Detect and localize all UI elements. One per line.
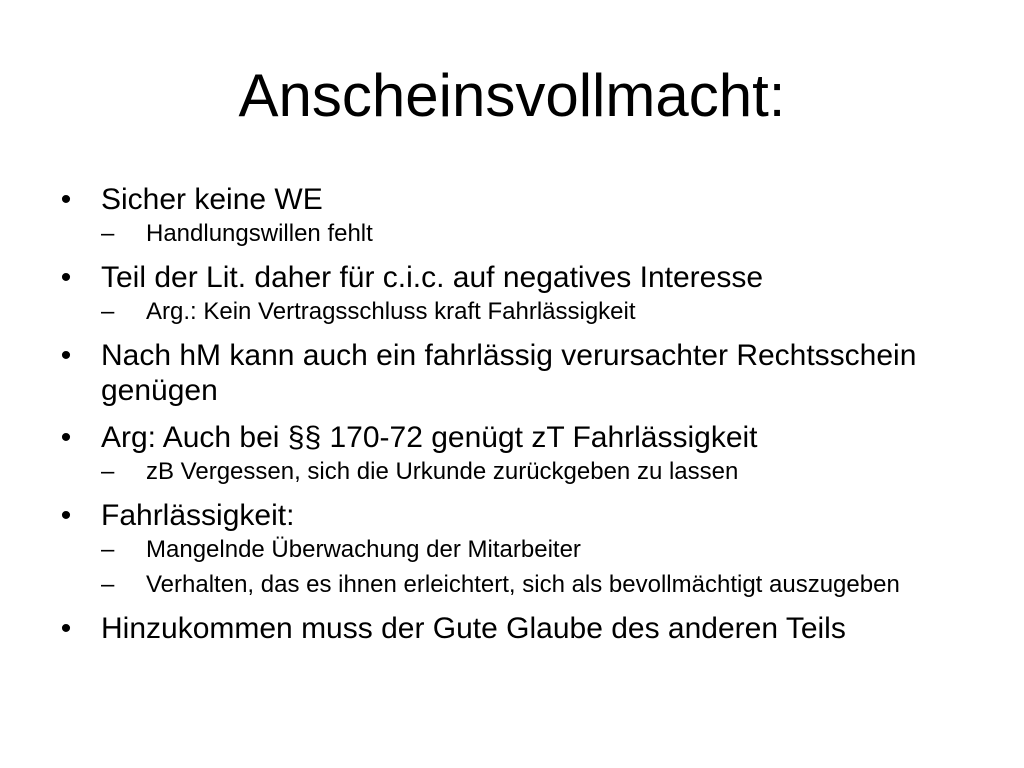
sub-bullet-list (101, 297, 986, 326)
bullet-text: Sicher keine WE (101, 183, 323, 216)
bullet-marker: • (60, 183, 72, 216)
bullet-item (56, 260, 986, 326)
bullet-item (56, 338, 986, 408)
slide-title: Anscheinsvollmacht: (238, 62, 786, 129)
bullet-text: Teil der Lit. daher für c.i.c. auf negatives Interesse (101, 261, 764, 294)
sub-bullet-item (101, 457, 986, 486)
dash-marker: – (101, 536, 115, 563)
sub-bullet-item (101, 570, 986, 599)
bullet-marker: • (60, 421, 72, 454)
sub-bullet-text: Verhalten, das es ihnen erleichtert, sich als bevollmächtigt auszugeben (146, 571, 900, 598)
sub-bullet-list (101, 219, 986, 248)
sub-bullet-text: zB Vergessen, sich die Urkunde zurückgeben zu lassen (146, 458, 739, 485)
bullet-item (56, 182, 986, 248)
bullet-item (56, 611, 986, 646)
sub-bullet-text: Arg.: Kein Vertragsschluss kraft Fahrlässigkeit (146, 298, 636, 325)
bullet-text: Arg: Auch bei §§ 170-72 genügt zT Fahrlässigkeit (101, 421, 758, 454)
sub-bullet-item (101, 219, 986, 248)
sub-bullet-list (101, 535, 986, 599)
bullet-marker: • (60, 612, 72, 645)
dash-marker: – (101, 571, 115, 598)
dash-marker: – (101, 220, 115, 247)
sub-bullet-item (101, 297, 986, 326)
sub-bullet-item (101, 535, 986, 564)
bullet-text: Nach hM kann auch ein fahrlässig verursachter Rechtsschein genügen (101, 339, 917, 407)
bullet-marker: • (60, 499, 72, 532)
bullet-text: Hinzukommen muss der Gute Glaube des anderen Teils (101, 612, 846, 645)
bullet-marker: • (60, 261, 72, 294)
bullet-list (56, 182, 986, 646)
dash-marker: – (101, 458, 115, 485)
sub-bullet-text: Handlungswillen fehlt (146, 220, 373, 247)
sub-bullet-list (101, 457, 986, 486)
sub-bullet-text: Mangelnde Überwachung der Mitarbeiter (146, 536, 581, 563)
bullet-text: Fahrlässigkeit: (101, 499, 295, 532)
bullet-item (56, 498, 986, 599)
dash-marker: – (101, 298, 115, 325)
bullet-item (56, 420, 986, 486)
bullet-marker: • (60, 339, 72, 372)
